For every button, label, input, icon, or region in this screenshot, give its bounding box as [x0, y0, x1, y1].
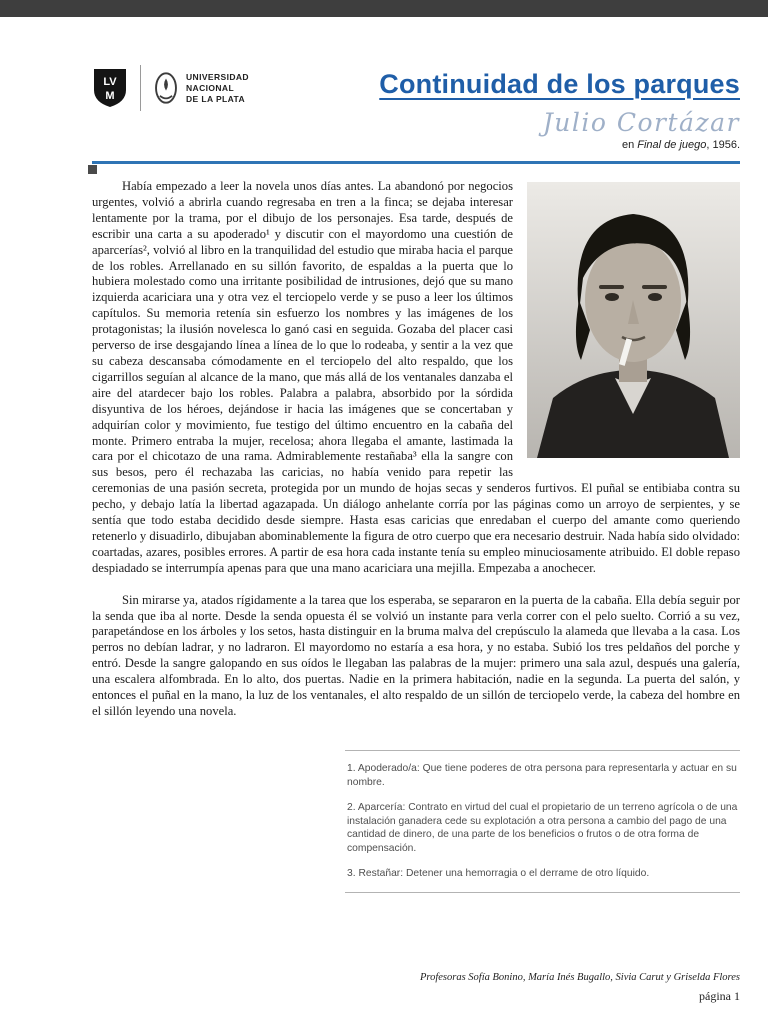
footer-credits: Profesoras Sofía Bonino, María Inés Bugallo, Sivia Carut y Griselda Flores: [419, 972, 740, 983]
story-body: [92, 179, 740, 720]
page-title: Continuidad de los parques: [379, 69, 740, 99]
lvm-letters-bottom: M: [105, 90, 115, 102]
story-paragraph-2: Sin mirarse ya, atados rígidamente a la tarea que los esperaba, se separaron en la puerta de la cabaña. Ella debía seguir por la senda que iba al norte. Desde la senda opuesta él se volvió un instante para verla correr con el pelo suelto. Corrió a su vez, parapetándose en los árboles y los setos, hasta distinguir en la bruma malva del crepúsculo la alameda que llevaba a la casa. Los perros no debían ladrar, y no ladraron. El mayordomo no estaría a esa hora, y no estaba. Subió los tres peldaños del porche y entró. Desde la sangre galopando en sus oídos le llegaban las palabras de la mujer: primero una sala azul, después una galería, una escalera alfombrada. En lo alto, dos puertas. Nadie en la primera habitación, nadie en la segunda. La puerta del salón, y entonces el puñal en la mano, la luz de los ventanales, el alto respaldo de un sillón de terciopelo verde, la cabeza del hombre en el sillón leyendo una novela.: [92, 592, 740, 718]
decorative-square: [88, 165, 97, 174]
header-rule: [92, 161, 740, 164]
unlp-crest-icon: [153, 69, 179, 107]
cortazar-portrait-photo: [527, 182, 740, 458]
story-paragraph-1: Había empezado a leer la novela unos días antes. La abandonó por negocios urgentes, volvió a abrirla cuando regresaba en tren a la finca; se dejaba interesar lentamente por la trama, por el dibujo de los personajes. Esa tarde, después de escribir una carta a su apoderado¹ y discutir con el mayordomo una cuestión de aparcerías², volvió al libro en la tranquilidad del estudio que miraba hacia el parque de los robles. Arrellanado en su sillón favorito, de espaldas a la puerta que lo hubiera molestado como una irritante posibilidad de intrusiones, dejó que su mano izquierda acariciara una y otra vez el terciopelo verde y se puso a leer los últimos capítulos. Su memoria retenía sin esfuerzo los nombres y las imágenes de los protagonistas; la ilusión novelesca lo ganó casi en seguida. Gozaba del placer casi perverso de irse desgajando línea a línea de lo que lo rodeaba, y sentir a la vez que su cabeza descansaba cómodamente en el terciopelo del alto respaldo, que los cigarrillos seguían al alcance de la mano, que más allá de los ventanales danzaba el aire del atardecer bajo los robles. Palabra a palabra, absorbido por la sórdida disyuntiva de los héroes, dejándose ir hacia las imágenes que se concertaban y adquirían color y movimiento, fue testigo del último encuentro en la cabaña del monte. Primero entraba la mujer, recelosa; ahora llegaba el amante, lastimada la cara por el chicotazo de una rama. Admirablemente restañaba³ ella la sangre con sus besos, pero él rechazaba las caricias, no había venido para repetir las ceremonias de una pasión secreta, protegida por un mundo de hojas secas y senderos furtivos. El puñal se entibiaba contra su pecho, y debajo latía la libertad agazapada. Un diálogo anhelante corría por las páginas como un arroyo de serpientes, y se sentía que todo estaba decidido desde siempre. Hasta esas caricias que enredaban el cuerpo del amante como queriendo retenerlo y disuadirlo, dibujaban abominablemente la figura de otro cuerpo que era necesario destruir. Nada había sido olvidado: coartadas, azares, posibles errores. A partir de esa hora cada instante tenía su empleo minuciosamente atribuido. El doble repaso despiadado se interrumpía apenas para que una mano acariciara una mejilla. Empezaba a anochecer.: [92, 179, 740, 575]
unlp-line-2: NACIONAL: [186, 82, 235, 93]
footnote-item-3: 3. Restañar: Detener una hemorragia o el derrame de otro líquido.: [347, 868, 650, 880]
unlp-line-3: DE LA PLATA: [186, 93, 246, 104]
footnote-item-1: 1. Apoderado/a: Que tiene poderes de otra persona para representarla y actuar en su nombre.: [347, 762, 737, 788]
portrait-illustration: [527, 182, 740, 458]
unlp-wordmark: [186, 72, 249, 105]
page-number: página 1: [699, 989, 740, 1003]
logo-divider: [140, 65, 141, 111]
page-footer: [92, 972, 740, 1004]
footnotes-block: [345, 750, 740, 893]
source-prefix: en: [621, 139, 638, 151]
viewer-top-bar: [0, 0, 768, 17]
unlp-line-1: UNIVERSIDAD: [186, 71, 249, 82]
author-name: Julio Cortázar: [542, 108, 740, 137]
page-content: [0, 17, 768, 893]
footnote-item-2: 2. Aparcería: Contrato en virtud del cual el propietario de un terreno agrícola o de una instalación ganadera cede su explotación a otra persona a cambio del pago de una cantidad de dinero, de una parte de los beneficios o frutos o de otra forma de compensación.: [347, 802, 738, 854]
lvm-letters-top: LV: [103, 76, 117, 88]
institution-logos: [92, 65, 249, 111]
lvm-shield-logo: [92, 67, 128, 109]
source-work-title: Final de juego: [637, 139, 707, 151]
source-line: [92, 139, 740, 151]
unlp-logo: [153, 69, 249, 107]
source-suffix: , 1956.: [706, 139, 740, 151]
